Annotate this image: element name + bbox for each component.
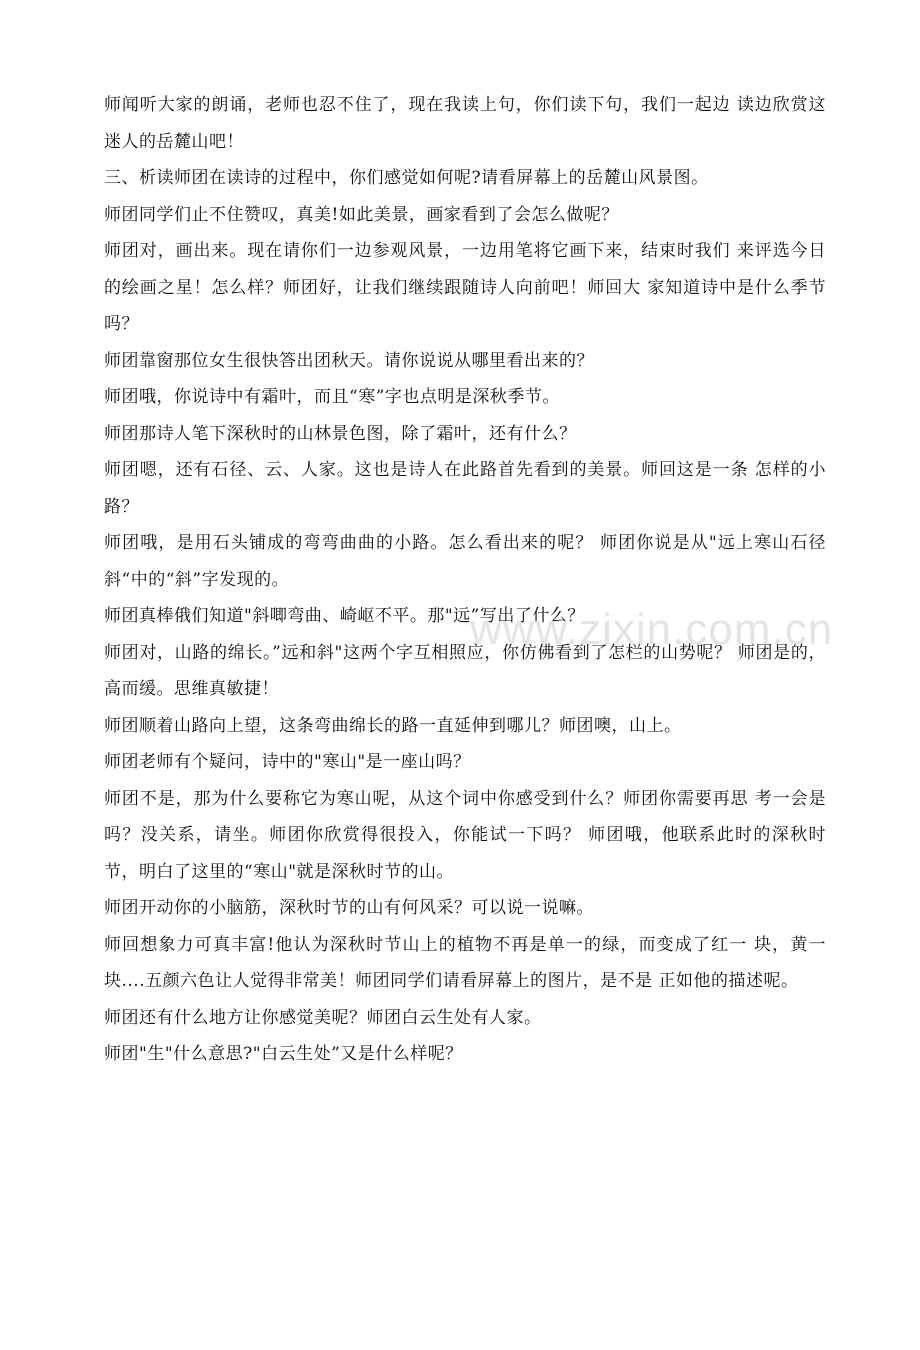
- paragraph-12: 师团顺着山路向上望，这条弯曲绵长的路一直延伸到哪儿？师团噢，山上。: [104, 715, 682, 736]
- paragraph-13: 师团老师有个疑问，诗中的"寒山"是一座山吗？: [104, 752, 471, 772]
- paragraph-9: 师团哦，是用石头铺成的弯弯曲曲的小路。怎么看出来的呢？ 师团你说是从"远上寒山石径斜“中的“斜”字发现的。: [104, 533, 826, 590]
- paragraph-16: 师回想象力可真丰富!他认为深秋时节山上的植物不再是单一的绿，而变成了红一 块，黄一块....五颜六色让人觉得非常美！师团同学们请看屏幕上的图片，是不是 正如他的描述呢。: [104, 934, 826, 991]
- paragraph-10: 师团真棒俄们知道"斜唧弯曲、崎岖不平。那"远”写出了什么？: [104, 606, 585, 626]
- paragraph-6: 师团哦，你说诗中有霜叶，而且“寒”字也点明是深秋季节。: [104, 387, 560, 407]
- paragraph-5: 师团靠窗那位女生很快答出团秋天。请你说说从哪里看出来的？: [104, 350, 594, 371]
- watermark: www.zixin.com.cn: [470, 605, 834, 654]
- paragraph-2: 三、析读师团在读诗的过程中，你们感觉如何呢?请看屏幕上的岳麓山风景图。: [104, 168, 709, 188]
- paragraph-15: 师团开动你的小脑筋，深秋时节的山有何风采？可以说一说嘛。: [104, 898, 594, 918]
- paragraph-4: 师团对，画出来。现在请你们一边参观风景，一边用笔将它画下来，结束时我们 来评选今日的绘画之星！怎么样？师团好，让我们继续跟随诗人向前吧！师回大 家知道诗中是什么季节吗？: [104, 241, 826, 334]
- paragraph-8: 师团嗯，还有石径、云、人家。这也是诗人在此路首先看到的美景。师回这是一条 怎样的小路？: [104, 460, 826, 517]
- paragraph-1: 师闻听大家的朗诵，老师也忍不住了，现在我读上句，你们读下句，我们一起边 读边欣赏这迷人的岳麓山吧！: [104, 95, 826, 152]
- paragraph-11: 师团对，山路的绵长。”远和斜"这两个字互相照应，你仿佛看到了怎栏的山势呢？ 师团是的，高而缓。思维真敏捷！: [104, 642, 826, 699]
- paragraph-18: 师团"生"什么意思?"白云生处”又是什么样呢？: [104, 1044, 463, 1064]
- paragraph-14: 师团不是，那为什么要称它为寒山呢，从这个词中你感受到什么？师团你需要再思 考一会是吗？没关系，请坐。师团你欣赏得很投入，你能试一下吗？ 师团哦，他联系此时的深秋时节，明白了这里的“寒山"就是深秋时节的山。: [104, 788, 826, 882]
- paragraph-7: 师团那诗人笔下深秋时的山林景色图，除了霜叶，还有什么？: [104, 423, 577, 444]
- document-body: [104, 87, 826, 1073]
- paragraph-3: 师团同学们止不住赞叹，真美!如此美景，画家看到了会怎么做呢？: [104, 204, 619, 225]
- paragraph-17: 师团还有什么地方让你感觉美呢？师团白云生处有人家。: [104, 1007, 542, 1028]
